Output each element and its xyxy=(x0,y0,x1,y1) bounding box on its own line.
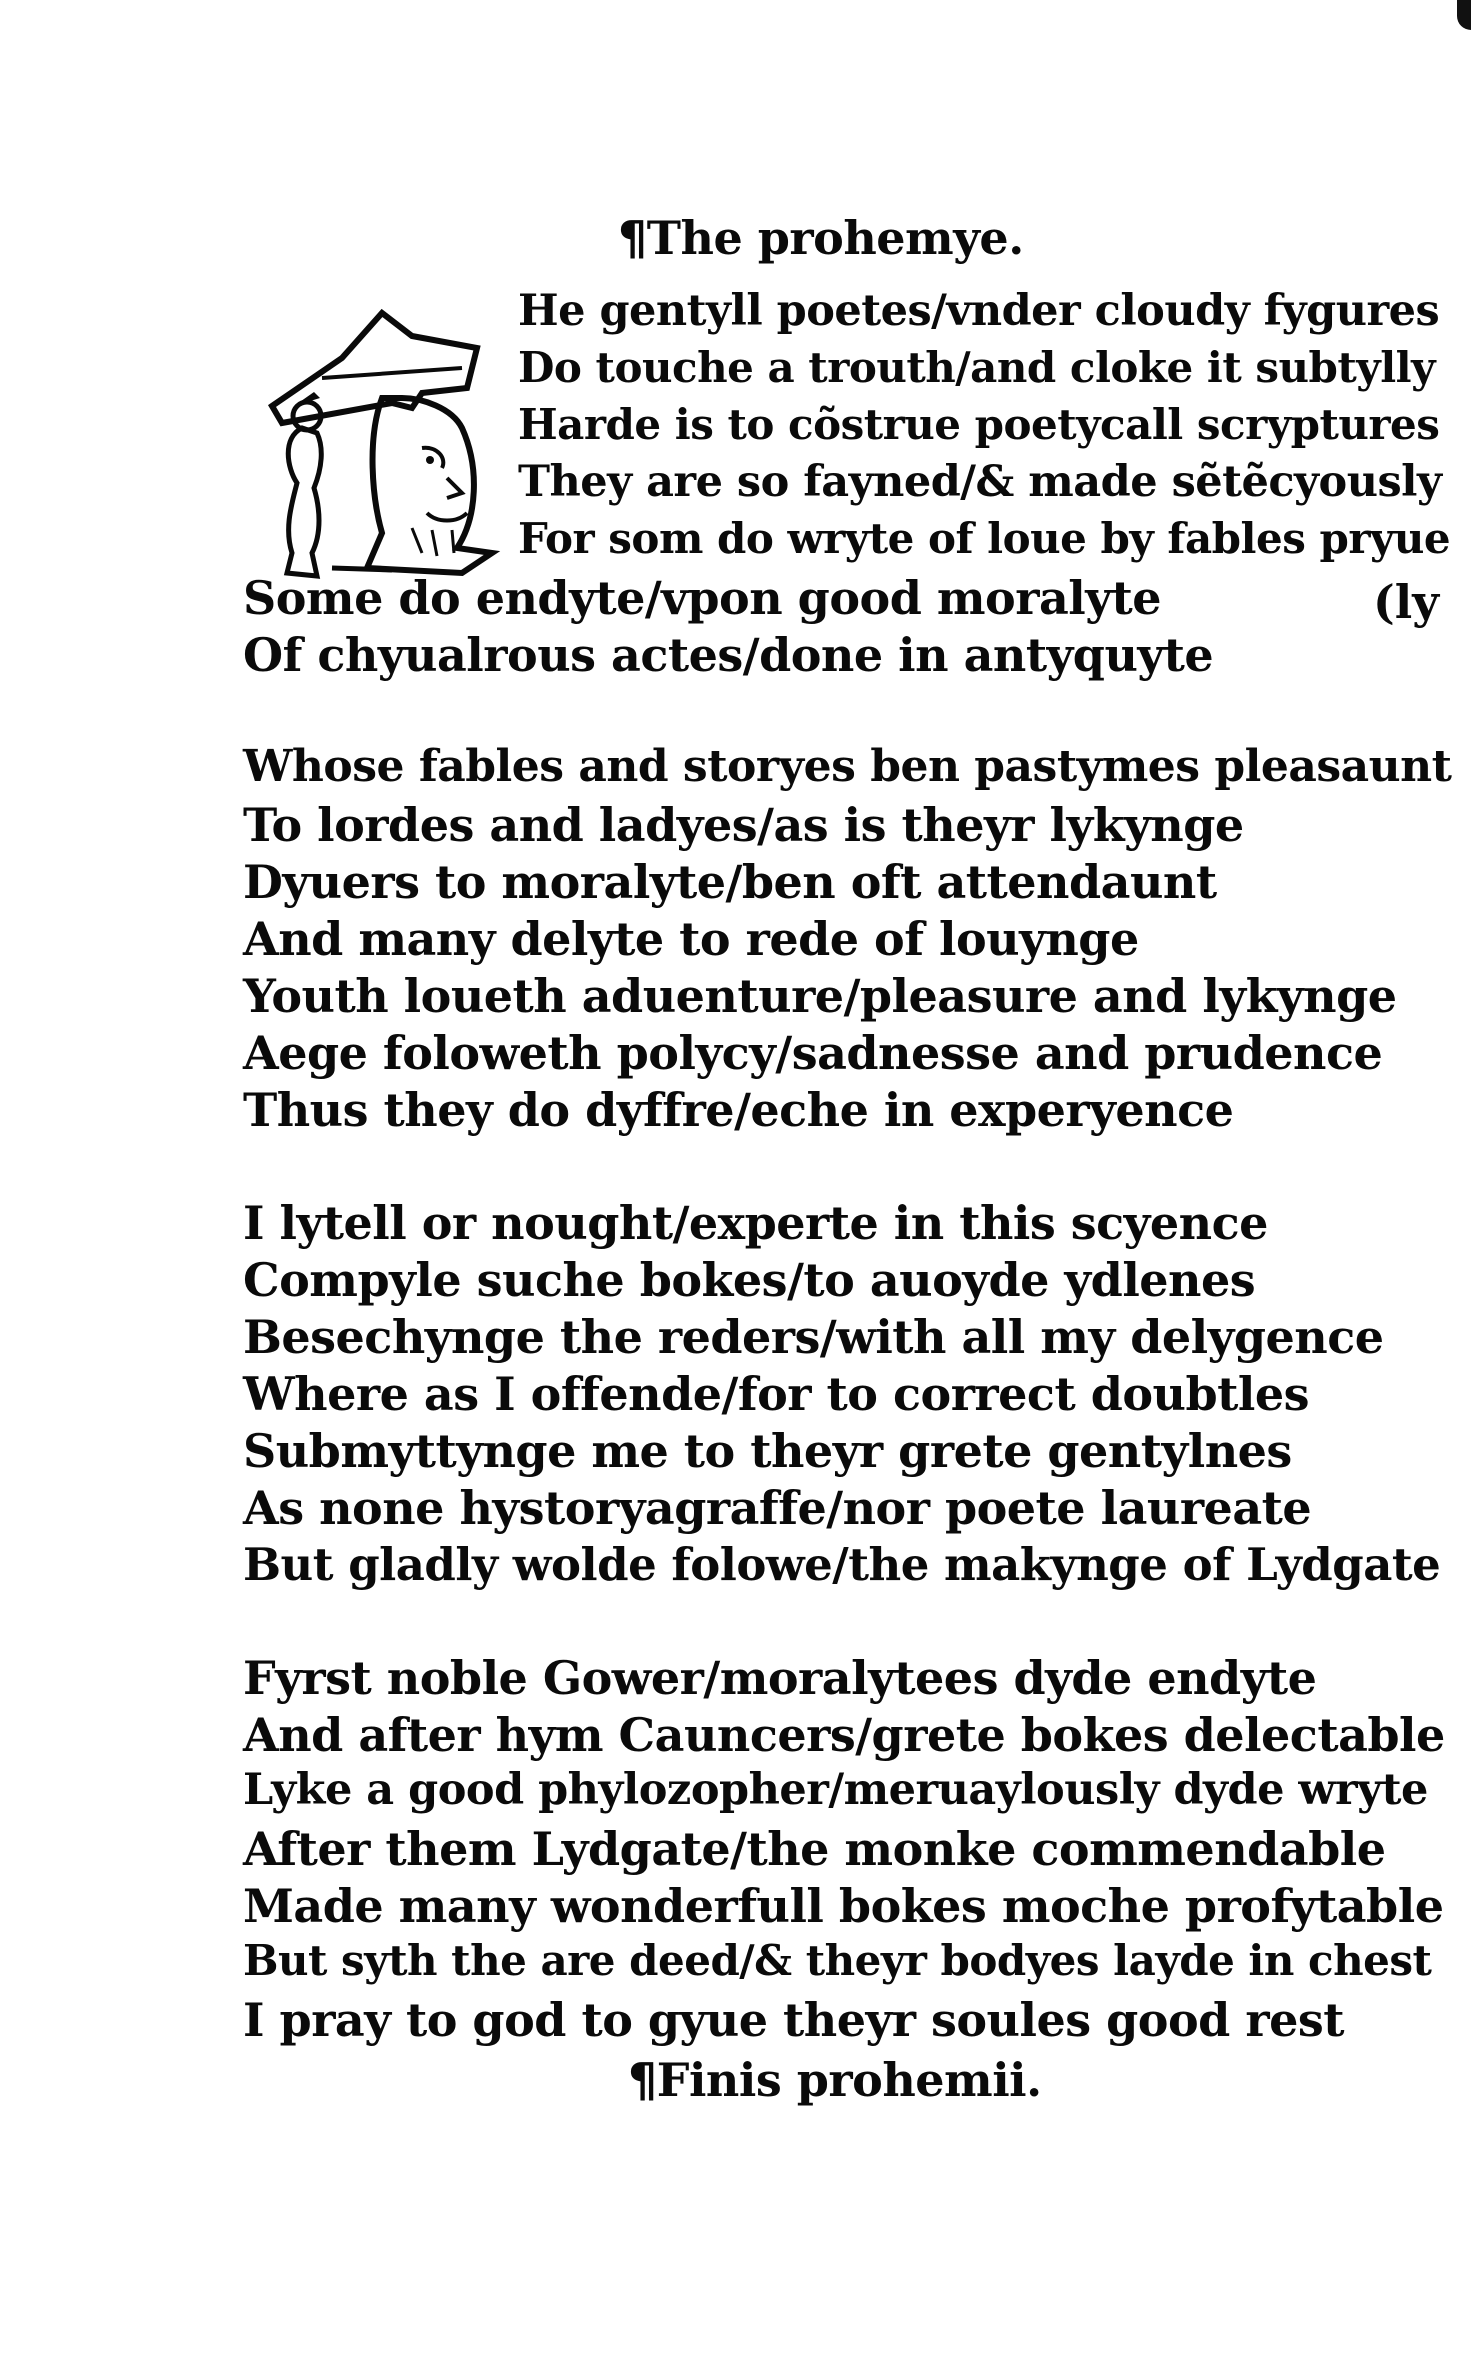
verse-line: Youth loueth aduenture/pleasure and lykynge xyxy=(243,969,1397,1023)
verse-line: Thus they do dyffre/eche in experyence xyxy=(243,1083,1234,1137)
verse-line: After them Lydgate/the monke commendable xyxy=(243,1822,1386,1876)
verse-line: Lyke a good phylozopher/meruaylously dyde wryte xyxy=(243,1765,1428,1815)
verse-line: He gentyll poetes/vnder cloudy fygures xyxy=(518,286,1440,336)
verse-line: Besechynge the reders/with all my delygence xyxy=(243,1310,1384,1364)
pilcrow-mark: ¶ xyxy=(628,2053,657,2107)
verse-line: I lytell or nought/experte in this scyence xyxy=(243,1196,1268,1250)
section-heading: ¶The prohemye. xyxy=(618,211,1024,265)
verse-line: And after hym Cauncers/grete bokes delectable xyxy=(243,1708,1445,1762)
verse-line: Made many wonderfull bokes moche profytable xyxy=(243,1879,1444,1933)
verse-line: Aege foloweth polycy/sadnesse and prudence xyxy=(243,1026,1383,1080)
verse-line: Do touche a trouth/and cloke it subtylly xyxy=(518,343,1436,392)
woodcut-initial-t xyxy=(262,298,502,588)
line-carryover: (ly xyxy=(1373,575,1439,629)
verse-line: Compyle suche bokes/to auoyde ydlenes xyxy=(243,1253,1256,1307)
verse-line: Some do endyte/vpon good moralyte xyxy=(243,571,1161,625)
verse-line: I pray to god to gyue theyr soules good rest xyxy=(243,1993,1344,2047)
verse-line: Whose fables and storyes ben pastymes pleasaunt xyxy=(243,741,1452,792)
verse-line: For som do wryte of loue by fables pryue xyxy=(518,514,1451,563)
page-corner-shadow xyxy=(1457,0,1471,30)
verse-line: Submyttynge me to theyr grete gentylnes xyxy=(243,1424,1292,1478)
verse-line: But syth the are deed/& theyr bodyes layde in chest xyxy=(243,1936,1432,1985)
verse-line: Harde is to cõstrue poetycall scryptures xyxy=(518,400,1440,449)
verse-line: And many delyte to rede of louynge xyxy=(243,912,1139,966)
pilcrow-mark: ¶ xyxy=(618,211,647,265)
verse-line: Dyuers to moralyte/ben oft attendaunt xyxy=(243,855,1217,909)
verse-line: Of chyualrous actes/done in antyquyte xyxy=(243,628,1214,682)
verse-line: But gladly wolde folowe/the makynge of Lydgate xyxy=(243,1538,1441,1591)
verse-line: Where as I offende/for to correct doubtles xyxy=(243,1367,1310,1421)
verse-line: Fyrst noble Gower/moralytees dyde endyte xyxy=(243,1651,1317,1705)
verse-line: They are so fayned/& made sẽtẽcyously xyxy=(518,457,1442,507)
verse-line: As none hystoryagraffe/nor poete laureate xyxy=(243,1481,1312,1535)
finis-line: ¶Finis prohemii. xyxy=(628,2053,1042,2107)
verse-line: To lordes and ladyes/as is theyr lykynge xyxy=(243,798,1244,852)
